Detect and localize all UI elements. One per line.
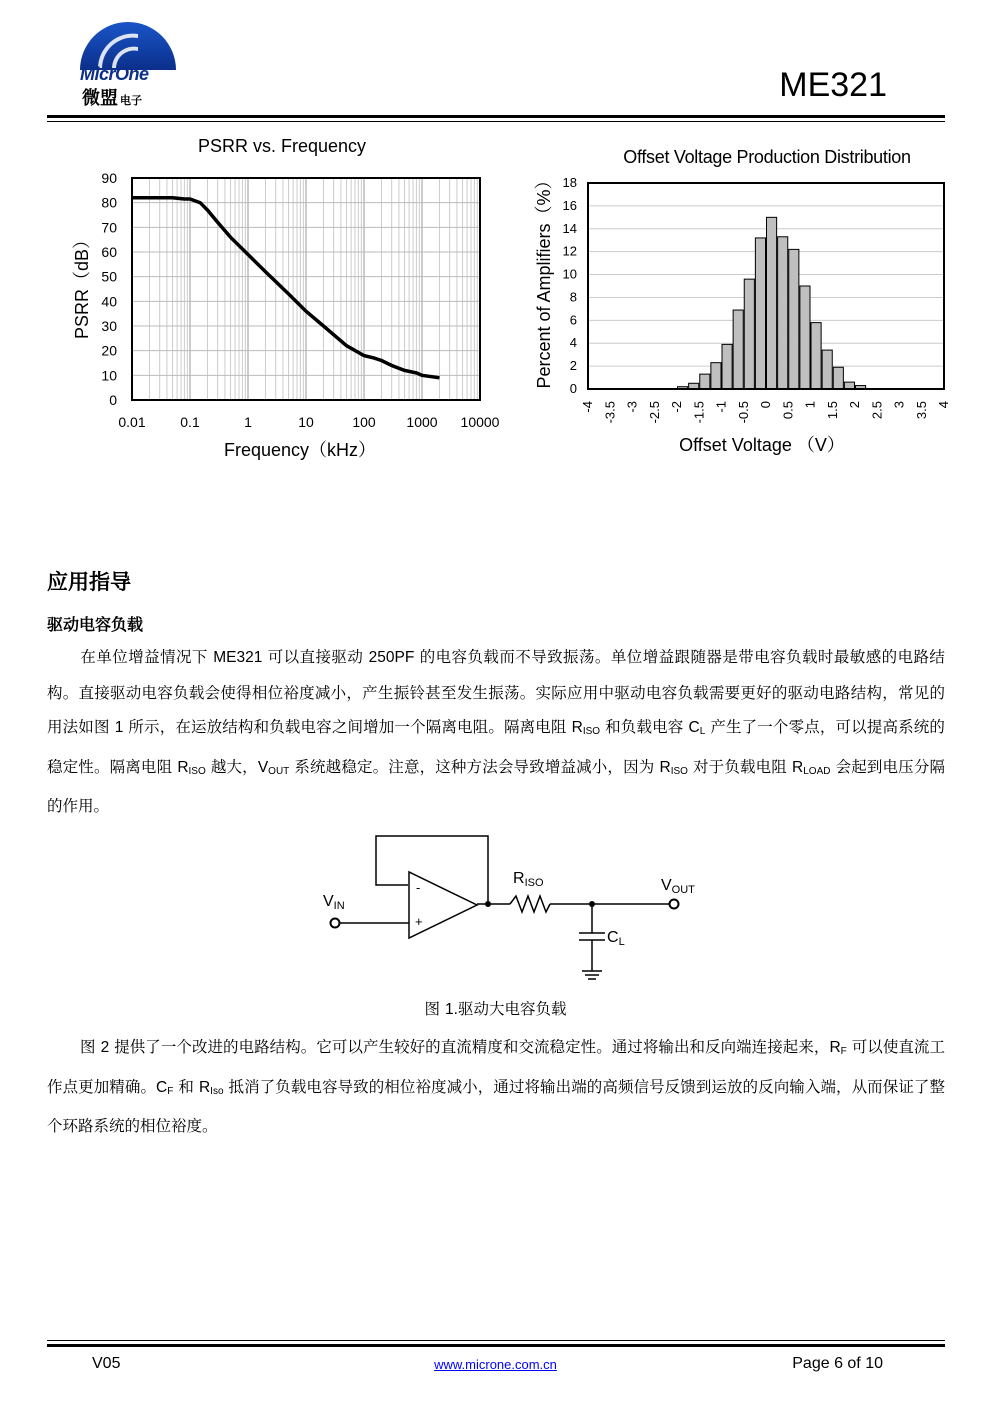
x-tick-label: -3.5 <box>602 401 618 424</box>
x-tick-label: 4 <box>936 401 951 409</box>
x-tick-label: -1 <box>713 401 729 413</box>
histogram-bar <box>822 350 832 389</box>
x-tick-label: -3 <box>624 401 640 413</box>
x-tick-label: -2 <box>669 401 684 413</box>
y-tick-label: 4 <box>569 335 577 351</box>
vin-terminal <box>331 919 340 928</box>
psrr-chart <box>60 130 510 465</box>
histogram-bar <box>755 238 765 389</box>
histogram-bar <box>778 237 788 389</box>
y-tick-label: 8 <box>569 289 577 305</box>
opamp-minus: - <box>416 880 421 895</box>
part-number: ME321 <box>779 66 887 104</box>
histogram-bar <box>744 279 754 389</box>
x-tick-label: -1.5 <box>691 401 707 424</box>
x-tick-label: 0.01 <box>118 414 146 430</box>
y-tick-label: 10 <box>562 266 577 282</box>
histogram-bar <box>711 363 721 389</box>
x-tick-label: 1.5 <box>824 401 840 420</box>
y-tick-label: 40 <box>101 293 117 310</box>
y-tick-label: 50 <box>101 268 117 285</box>
y-tick-label: 12 <box>562 243 577 259</box>
y-tick-label: 14 <box>562 220 577 236</box>
x-tick-label: 2.5 <box>869 401 885 420</box>
y-tick-labels <box>101 170 117 408</box>
x-tick-label: 1000 <box>406 414 438 430</box>
paragraph-2: 图 2 提供了一个改进的电路结构。它可以产生较好的直流精度和交流稳定性。通过将输出和反向端连接起来，$R_F$ 可以使直流工作点更加精确。$C_F$ 和 $R_{Iso}$ 抵消了负载电容导致的相位裕度减小，通过将输出端的高频信号反馈到运放的反向输入端，从而保证了整个环路系统的相位裕度。 <box>47 1038 945 1135</box>
histogram-bar <box>700 374 710 389</box>
x-tick-label: 1 <box>802 401 818 409</box>
opamp-plus: + <box>415 914 423 929</box>
x-tick-labels <box>118 414 499 430</box>
histogram-bars <box>588 217 944 389</box>
cap-node <box>589 901 595 907</box>
x-tick-label: 0.1 <box>180 414 200 430</box>
x-axis-label: Offset Voltage （V） <box>679 435 845 455</box>
vout-label: VOUT <box>661 877 695 896</box>
x-tick-label: 2 <box>847 401 862 409</box>
chart-grid <box>132 178 480 400</box>
x-tick-label: 100 <box>352 414 376 430</box>
riso-label: RISO <box>513 870 544 889</box>
y-tick-label: 18 <box>562 175 577 190</box>
footer-rule-thin <box>47 1340 945 1341</box>
y-tick-label: 2 <box>569 358 577 374</box>
logo-text-en: MicrOne <box>80 64 149 84</box>
section-title: 应用指导 <box>47 569 131 594</box>
y-tick-label: 60 <box>101 244 117 260</box>
circuit-diagram <box>310 830 720 985</box>
vout-terminal <box>670 900 679 909</box>
company-logo <box>78 20 188 110</box>
footer-version: V05 <box>92 1355 121 1372</box>
y-tick-label: 0 <box>569 381 577 396</box>
y-tick-label: 90 <box>101 170 117 186</box>
footer-url-link[interactable]: www.microne.com.cn <box>434 1357 557 1372</box>
y-tick-label: 70 <box>101 219 117 236</box>
output-node <box>485 901 491 907</box>
y-tick-label: 0 <box>109 392 117 408</box>
header-rule-thick <box>47 115 945 118</box>
histogram-bar <box>800 286 810 389</box>
y-tick-label: 10 <box>101 367 117 384</box>
histogram-bar <box>844 382 854 389</box>
chart-title: Offset Voltage Production Distribution <box>623 147 911 167</box>
histogram-bar <box>833 367 843 389</box>
logo-text-cn: 微盟 电子 <box>82 88 142 109</box>
y-tick-label: 6 <box>569 312 577 328</box>
figure-caption: 图 1.驱动大电容负载 <box>424 1000 567 1018</box>
histogram-bar <box>733 310 743 389</box>
paragraph-1: 在单位增益情况下 ME321 可以直接驱动 250PF 的电容负载而不导致振荡。单位增益跟随器是带电容负载时最敏感的电路结构。直接驱动电容负载会使得相位裕度减小，产生振铃甚至发生振荡。实际应用中驱动电容负载需要更好的驱动电路结构，常见的用法如图 1 所示，在运放结构和负载电容之间增加一个隔离电阻。隔离电阻 $R_{ISO}$ 和负载电容 $C_L$ 产生了一个零点，可以提高系统的稳定性。隔离电阻 $R_{ISO}$ 越大，$V_{OUT}$ 系统越稳定。注意，这种方法会导致增益减小，因为 $R_{ISO}$ 对于负载电阻 $R_{LOAD}$ 会起到电压分隔的作用。 <box>47 648 945 815</box>
x-tick-label: -2.5 <box>646 401 662 424</box>
x-tick-label: 0.5 <box>780 401 796 420</box>
x-tick-label: -0.5 <box>735 401 751 424</box>
footer-page-number: Page 6 of 10 <box>792 1355 883 1372</box>
chart-title: PSRR vs. Frequency <box>197 136 367 156</box>
histogram-bar <box>722 344 732 389</box>
x-tick-label: 10000 <box>460 414 500 430</box>
header-rule-thin <box>47 121 945 122</box>
x-axis-label: Frequency（kHz） <box>223 440 377 460</box>
x-tick-label: 10 <box>298 414 314 430</box>
footer-rule-thick <box>47 1344 945 1347</box>
y-axis-label: Percent of Amplifiers（%） <box>534 171 554 389</box>
histogram-bar <box>811 323 821 389</box>
histogram-bar <box>789 249 799 389</box>
x-tick-label: 0 <box>758 401 773 409</box>
x-tick-label: 3 <box>891 401 907 409</box>
y-tick-labels <box>563 175 577 396</box>
vin-label: VIN <box>323 893 345 912</box>
x-tick-labels <box>580 401 951 423</box>
y-tick-label: 30 <box>101 318 117 334</box>
y-tick-label: 16 <box>562 197 577 213</box>
y-tick-label: 20 <box>101 342 117 359</box>
histogram-bar <box>767 217 777 389</box>
offset-voltage-chart <box>528 138 953 468</box>
x-tick-label: 1 <box>244 414 252 430</box>
y-tick-label: 80 <box>101 194 117 211</box>
x-tick-label: 3.5 <box>913 401 929 420</box>
x-tick-label: -4 <box>580 401 595 413</box>
y-axis-label: PSRR（dB） <box>72 230 92 340</box>
cl-label: CL <box>607 929 625 948</box>
section-subtitle: 驱动电容负载 <box>47 615 144 634</box>
